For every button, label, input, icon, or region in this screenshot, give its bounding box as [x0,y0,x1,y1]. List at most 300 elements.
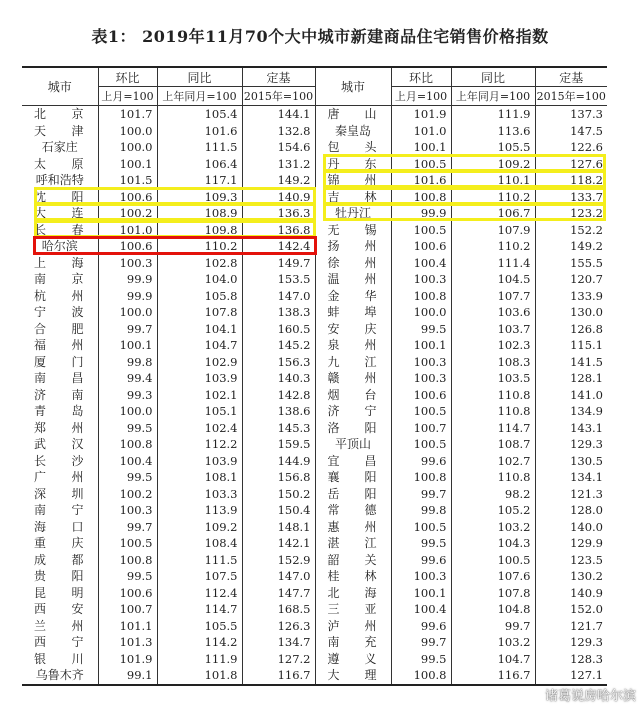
mom-index: 100.5 [391,403,451,420]
city-name: 宁波 [34,305,84,319]
header-yoy: 同比 [157,67,242,87]
table-row [22,552,607,569]
yoy-index: 114.7 [451,420,535,437]
table-row [22,271,607,288]
yoy-index: 102.3 [451,337,535,354]
city-name: 烟台 [315,387,391,404]
yoy-index: 103.3 [157,486,242,503]
city-name: 乌鲁木齐 [35,668,84,682]
city-name: 昆明 [34,585,84,600]
city-name: 徐州 [315,255,391,272]
header-fixed-base: 2015年=100 [535,87,607,106]
city-name: 湛江 [315,535,391,552]
fixed-base-index: 137.3 [535,106,607,123]
yoy-index: 110.2 [451,189,535,206]
fixed-base-index: 132.8 [242,123,315,140]
fixed-base-index: 133.7 [535,189,607,206]
yoy-index: 110.2 [451,238,535,255]
table-row [22,667,607,685]
city-name: 深圳 [34,486,84,501]
city-name: 长沙 [34,453,84,468]
fixed-base-index: 144.1 [242,106,315,123]
header-mom-base: 上月=100 [98,87,157,106]
yoy-index: 105.4 [157,106,242,123]
mom-index: 100.3 [391,568,451,585]
city-name: 锦州 [315,172,391,189]
city-name: 沈阳 [34,189,84,204]
city-name: 大理 [315,667,391,685]
city-name: 岳阳 [315,486,391,503]
fixed-base-index: 128.0 [535,502,607,519]
city-name: 石家庄 [41,140,78,154]
fixed-base-index: 143.1 [535,420,607,437]
fixed-base-index: 156.3 [242,354,315,371]
table-row [22,304,607,321]
mom-index: 101.9 [391,106,451,123]
fixed-base-index: 159.5 [242,436,315,453]
mom-index: 100.1 [391,585,451,602]
city-name: 大连 [34,206,84,220]
city-name: 天津 [34,123,84,138]
yoy-index: 111.5 [157,552,242,569]
table-row [22,189,607,206]
mom-index: 99.6 [391,552,451,569]
fixed-base-index: 120.7 [535,271,607,288]
fixed-base-index: 142.8 [242,387,315,404]
fixed-base-index: 129.3 [535,436,607,453]
yoy-index: 111.9 [451,106,535,123]
city-name: 杭州 [34,288,84,303]
mom-index: 99.9 [98,288,157,305]
table-row [22,205,607,222]
city-name: 三亚 [315,601,391,618]
yoy-index: 104.5 [451,271,535,288]
table-row [22,601,607,618]
city-name: 南宁 [34,503,84,517]
yoy-index: 116.7 [451,667,535,685]
mom-index: 99.5 [391,535,451,552]
fixed-base-index: 126.8 [535,321,607,338]
city-name: 长春 [34,222,84,237]
city-name: 北海 [315,585,391,602]
mom-index: 100.6 [98,189,157,206]
mom-index: 100.8 [391,469,451,486]
yoy-index: 102.1 [157,387,242,404]
yoy-index: 103.2 [451,634,535,651]
yoy-index: 98.2 [451,486,535,503]
price-index-table [22,66,607,686]
city-name: 上海 [34,255,84,270]
yoy-index: 103.6 [451,304,535,321]
yoy-index: 107.9 [451,222,535,239]
mom-index: 100.0 [98,403,157,420]
table-row [22,403,607,420]
fixed-base-index: 144.9 [242,453,315,470]
city-name: 泉州 [315,337,391,354]
yoy-index: 104.8 [451,601,535,618]
fixed-base-index: 160.5 [242,321,315,338]
city-name: 桂林 [315,568,391,585]
table-row [22,535,607,552]
mom-index: 99.5 [391,321,451,338]
yoy-index: 106.7 [451,205,535,222]
mom-index: 100.6 [98,585,157,602]
yoy-index: 104.1 [157,321,242,338]
mom-index: 101.0 [98,222,157,239]
table-row [22,651,607,668]
yoy-index: 102.9 [157,354,242,371]
fixed-base-index: 134.9 [535,403,607,420]
mom-index: 100.1 [391,337,451,354]
city-name: 重庆 [34,536,84,550]
yoy-index: 108.9 [157,205,242,222]
mom-index: 100.5 [391,436,451,453]
yoy-index: 103.9 [157,370,242,387]
mom-index: 101.9 [98,651,157,668]
table-row [22,420,607,437]
yoy-index: 111.5 [157,139,242,156]
fixed-base-index: 118.2 [535,172,607,189]
fixed-base-index: 138.6 [242,403,315,420]
table-row [22,106,607,123]
fixed-base-index: 140.0 [535,519,607,536]
yoy-index: 107.8 [451,585,535,602]
mom-index: 100.8 [98,552,157,569]
table-row [22,519,607,536]
table-row [22,568,607,585]
table-row [22,585,607,602]
fixed-base-index: 140.9 [242,189,315,206]
mom-index: 100.8 [98,436,157,453]
yoy-index: 104.7 [157,337,242,354]
yoy-index: 109.8 [157,222,242,239]
yoy-index: 114.2 [157,634,242,651]
city-name: 合肥 [34,321,84,336]
fixed-base-index: 153.5 [242,271,315,288]
city-name: 扬州 [315,238,391,255]
table-body [22,106,607,685]
city-name: 金华 [315,288,391,305]
mom-index: 99.1 [98,667,157,685]
fixed-base-index: 127.6 [535,156,607,173]
city-name: 常德 [315,502,391,519]
mom-index: 100.4 [98,453,157,470]
table-row [22,238,607,255]
city-name: 西安 [34,602,84,616]
fixed-base-index: 123.2 [535,205,607,222]
city-name: 南京 [34,272,84,286]
table-row [22,502,607,519]
yoy-index: 112.4 [157,585,242,602]
fixed-base-index: 141.0 [535,387,607,404]
fixed-base-index: 150.2 [242,486,315,503]
table-row [22,156,607,173]
table-row [22,387,607,404]
header-fixed: 定基 [242,67,315,87]
header-fixed-base: 2015年=100 [242,87,315,106]
table-title: 表1： 2019年11月70个大中城市新建商品住宅销售价格指数 [91,27,549,46]
yoy-index: 103.2 [451,519,535,536]
fixed-base-index: 152.2 [535,222,607,239]
mom-index: 100.5 [391,519,451,536]
mom-index: 100.4 [391,255,451,272]
mom-index: 99.7 [391,634,451,651]
city-name: 赣州 [315,370,391,387]
city-name: 哈尔滨 [41,239,78,253]
mom-index: 99.6 [391,453,451,470]
yoy-index: 110.2 [157,238,242,255]
mom-index: 100.2 [98,205,157,222]
header-yoy: 同比 [451,67,535,87]
yoy-index: 103.7 [451,321,535,338]
yoy-index: 108.4 [157,535,242,552]
yoy-index: 107.5 [157,568,242,585]
header-city: 城市 [315,67,391,106]
table-row [22,486,607,503]
table-row [22,337,607,354]
yoy-index: 109.2 [451,156,535,173]
mom-index: 100.0 [98,139,157,156]
yoy-index: 105.5 [157,618,242,635]
fixed-base-index: 128.1 [535,370,607,387]
yoy-index: 105.1 [157,403,242,420]
city-name: 蚌埠 [315,304,391,321]
yoy-index: 105.2 [451,502,535,519]
fixed-base-index: 133.9 [535,288,607,305]
yoy-index: 102.7 [451,453,535,470]
city-name: 武汉 [34,437,84,451]
fixed-base-index: 138.3 [242,304,315,321]
mom-index: 100.6 [391,238,451,255]
mom-index: 100.0 [98,304,157,321]
city-name: 济宁 [315,403,391,420]
city-name: 西宁 [34,635,84,649]
fixed-base-index: 127.1 [535,667,607,685]
fixed-base-index: 127.2 [242,651,315,668]
city-name: 丹东 [315,156,391,173]
mom-index: 99.7 [98,321,157,338]
yoy-index: 101.6 [157,123,242,140]
yoy-index: 108.3 [451,354,535,371]
table-row [22,370,607,387]
yoy-index: 109.3 [157,189,242,206]
mom-index: 99.4 [98,370,157,387]
yoy-index: 110.8 [451,403,535,420]
city-name: 海口 [34,519,84,534]
yoy-index: 108.7 [451,436,535,453]
yoy-index: 114.7 [157,601,242,618]
header-mom: 环比 [391,67,451,87]
city-name: 遵义 [315,651,391,668]
fixed-base-index: 150.4 [242,502,315,519]
city-name: 银川 [34,651,84,666]
yoy-index: 107.7 [451,288,535,305]
mom-index: 100.4 [391,601,451,618]
mom-index: 100.5 [391,222,451,239]
yoy-index: 110.8 [451,387,535,404]
fixed-base-index: 130.5 [535,453,607,470]
mom-index: 100.1 [98,337,157,354]
mom-index: 99.8 [98,354,157,371]
mom-index: 100.1 [391,139,451,156]
mom-index: 99.9 [98,271,157,288]
mom-index: 99.9 [391,205,451,222]
city-name: 惠州 [315,519,391,536]
city-name: 包头 [315,139,391,156]
fixed-base-index: 147.0 [242,568,315,585]
city-name: 南充 [315,634,391,651]
header-yoy-base: 上年同月=100 [157,87,242,106]
city-name: 广州 [34,470,84,484]
fixed-base-index: 130.0 [535,304,607,321]
fixed-base-index: 140.9 [535,585,607,602]
mom-index: 99.7 [98,519,157,536]
fixed-base-index: 136.8 [242,222,315,239]
fixed-base-index: 126.3 [242,618,315,635]
fixed-base-index: 154.6 [242,139,315,156]
table-row [22,255,607,272]
mom-index: 99.7 [391,486,451,503]
mom-index: 99.5 [391,651,451,668]
table-row [22,634,607,651]
fixed-base-index: 121.3 [535,486,607,503]
mom-index: 99.8 [391,502,451,519]
yoy-index: 117.1 [157,172,242,189]
city-name: 唐山 [315,106,391,123]
mom-index: 100.8 [391,189,451,206]
fixed-base-index: 140.3 [242,370,315,387]
fixed-base-index: 134.1 [535,469,607,486]
city-name: 无锡 [315,222,391,239]
city-name: 北京 [34,107,84,121]
mom-index: 100.0 [98,123,157,140]
yoy-index: 111.4 [451,255,535,272]
fixed-base-index: 147.7 [242,585,315,602]
yoy-index: 109.2 [157,519,242,536]
fixed-base-index: 129.9 [535,535,607,552]
yoy-index: 104.7 [451,651,535,668]
fixed-base-index: 141.5 [535,354,607,371]
mom-index: 99.5 [98,420,157,437]
table-row [22,321,607,338]
city-name: 青岛 [34,404,84,418]
header-yoy-base: 上年同月=100 [451,87,535,106]
fixed-base-index: 131.2 [242,156,315,173]
table-row [22,172,607,189]
fixed-base-index: 149.2 [535,238,607,255]
mom-index: 99.6 [391,618,451,635]
yoy-index: 105.5 [451,139,535,156]
fixed-base-index: 122.6 [535,139,607,156]
fixed-base-index: 121.7 [535,618,607,635]
header-city: 城市 [22,67,98,106]
mom-index: 100.7 [391,420,451,437]
table-row [22,123,607,140]
city-name: 吉林 [315,189,391,206]
yoy-index: 113.6 [451,123,535,140]
fixed-base-index: 147.5 [535,123,607,140]
watermark: 诸葛说房哈尔滨 [544,689,636,704]
yoy-index: 101.8 [157,667,242,685]
yoy-index: 107.6 [451,568,535,585]
city-name: 宜昌 [315,453,391,470]
city-name: 九江 [315,354,391,371]
yoy-index: 110.8 [451,469,535,486]
city-name: 呼和浩特 [35,173,84,187]
mom-index: 100.3 [98,255,157,272]
table-row [22,354,607,371]
yoy-index: 100.5 [451,552,535,569]
mom-index: 100.2 [98,486,157,503]
fixed-base-index: 115.1 [535,337,607,354]
mom-index: 101.5 [98,172,157,189]
table-row [22,436,607,453]
fixed-base-index: 134.7 [242,634,315,651]
city-name: 太原 [34,156,84,171]
fixed-base-index: 123.5 [535,552,607,569]
yoy-index: 104.0 [157,271,242,288]
table-row [22,139,607,156]
table-row [22,618,607,635]
yoy-index: 103.9 [157,453,242,470]
mom-index: 100.5 [391,156,451,173]
yoy-index: 108.1 [157,469,242,486]
mom-index: 100.3 [391,354,451,371]
mom-index: 99.3 [98,387,157,404]
header-mom: 环比 [98,67,157,87]
yoy-index: 111.9 [157,651,242,668]
yoy-index: 104.3 [451,535,535,552]
mom-index: 100.5 [98,535,157,552]
city-name: 厦门 [34,354,84,369]
fixed-base-index: 148.1 [242,519,315,536]
mom-index: 101.1 [98,618,157,635]
city-name: 温州 [315,271,391,288]
city-name: 济南 [34,387,84,402]
table-row [22,222,607,239]
fixed-base-index: 128.3 [535,651,607,668]
yoy-index: 103.5 [451,370,535,387]
fixed-base-index: 168.5 [242,601,315,618]
city-name: 洛阳 [315,420,391,437]
fixed-base-index: 152.0 [535,601,607,618]
mom-index: 99.5 [98,469,157,486]
mom-index: 100.0 [391,304,451,321]
mom-index: 100.3 [391,271,451,288]
fixed-base-index: 152.9 [242,552,315,569]
mom-index: 101.3 [98,634,157,651]
mom-index: 101.0 [391,123,451,140]
header-mom-base: 上月=100 [391,87,451,106]
fixed-base-index: 145.2 [242,337,315,354]
fixed-base-index: 129.3 [535,634,607,651]
mom-index: 100.6 [391,387,451,404]
city-name: 秦皇岛 [315,123,391,140]
fixed-base-index: 149.7 [242,255,315,272]
fixed-base-index: 147.0 [242,288,315,305]
city-name: 韶关 [315,552,391,569]
mom-index: 100.3 [98,502,157,519]
fixed-base-index: 155.5 [535,255,607,272]
city-name: 平顶山 [315,436,391,453]
mom-index: 100.7 [98,601,157,618]
yoy-index: 112.2 [157,436,242,453]
yoy-index: 113.9 [157,502,242,519]
table-row [22,469,607,486]
yoy-index: 105.8 [157,288,242,305]
city-name: 福州 [34,338,84,352]
city-name: 泸州 [315,618,391,635]
